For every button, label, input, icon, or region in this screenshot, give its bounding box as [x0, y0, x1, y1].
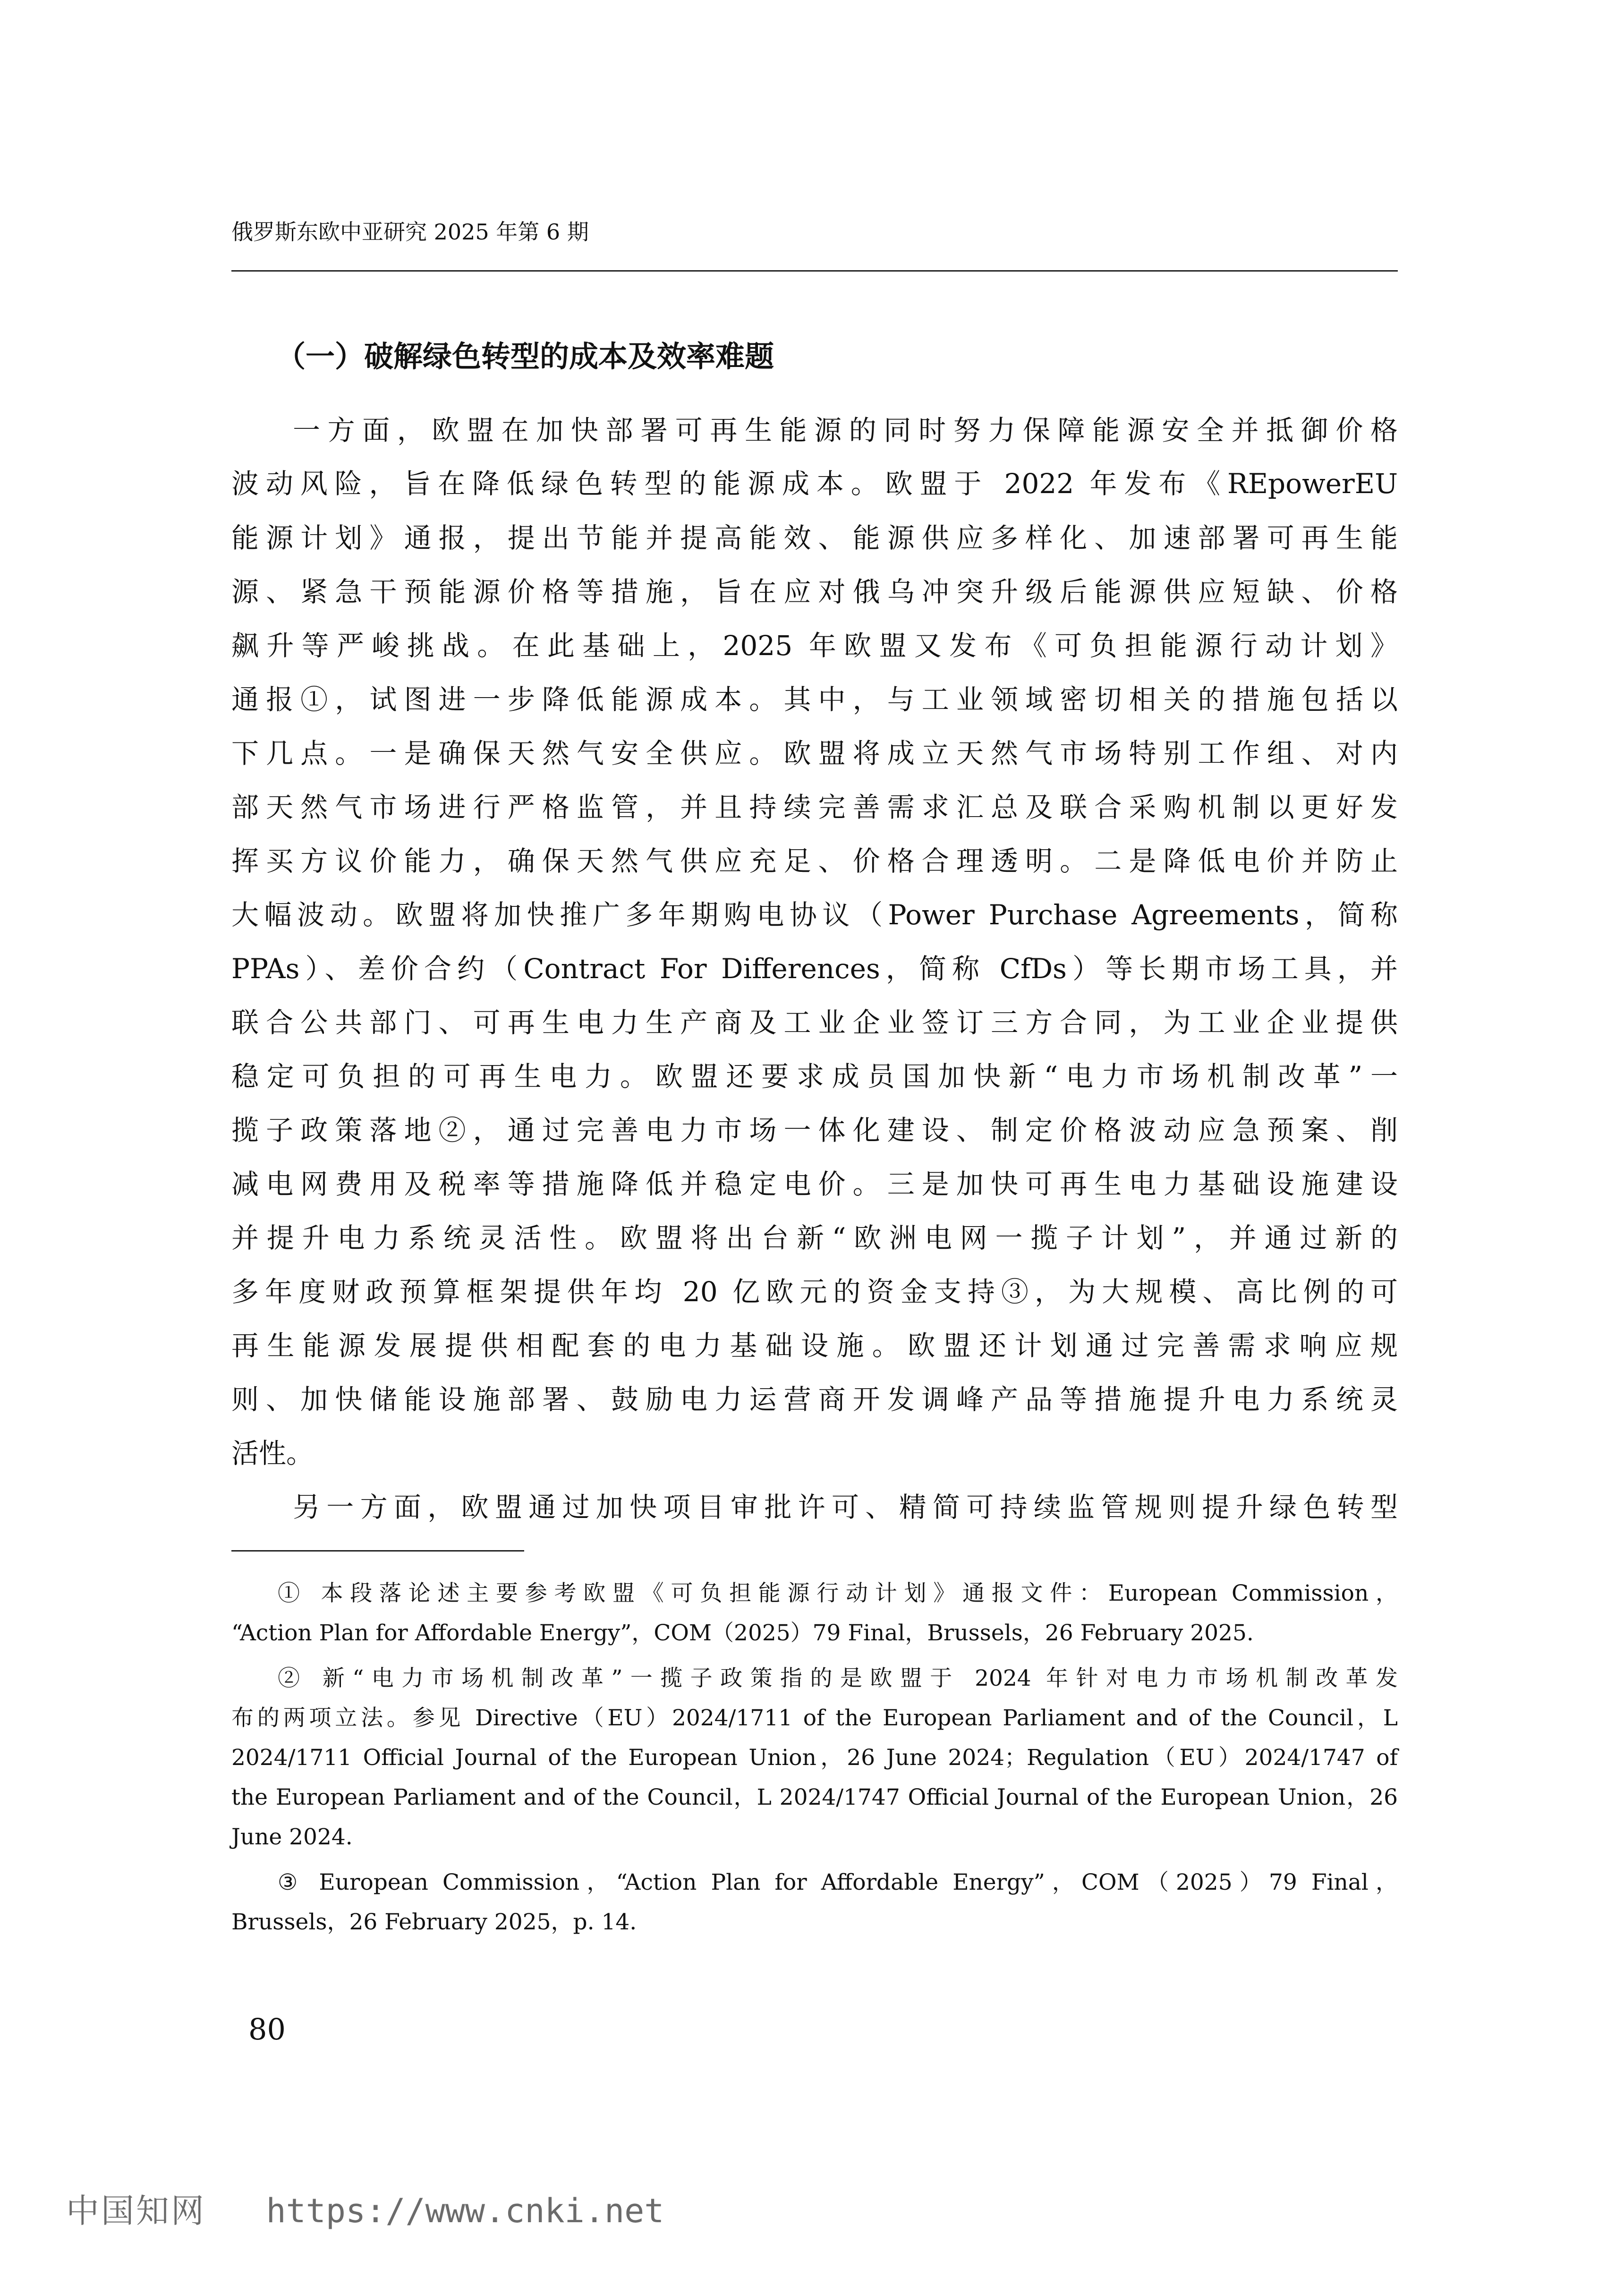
body-line: 活性。 — [231, 1437, 314, 1469]
body-line: 另一方面，欧盟通过加快项目审批许可、精简可持续监管规则提升绿色转型 — [293, 1491, 1398, 1523]
body-line: 稳定可负担的可再生电力。欧盟还要求成员国加快新“电力市场机制改革”一 — [231, 1060, 1398, 1092]
body-line: 部天然气市场进行严格监管，并且持续完善需求汇总及联合采购机制以更好发 — [231, 791, 1398, 823]
watermark-name: 中国知网 — [66, 2192, 206, 2230]
footnote-line: the European Parliament and of the Council，L 2024/1747 Official Journal of the European Union，26 — [231, 1784, 1398, 1810]
footnote-line: Brussels，26 February 2025，p. 14. — [231, 1909, 637, 1935]
body-line: 则、加快储能设施部署、鼓励电力运营商开发调峰产品等措施提升电力系统灵 — [231, 1383, 1398, 1416]
footnote-line: “Action Plan for Affordable Energy”，COM（2025）79 Final，Brussels，26 February 2025. — [231, 1620, 1254, 1646]
body-line: PPAs）、差价合约（Contract For Differences，简称 CfDs）等长期市场工具，并 — [231, 953, 1398, 985]
body-line: 能源计划》通报，提出节能并提高能效、能源供应多样化、加速部署可再生能 — [231, 522, 1398, 554]
footnote-line: ③ European Commission，“Action Plan for Affordable Energy”，COM（2025）79 Final， — [278, 1869, 1398, 1895]
footnote-line: 2024/1711 Official Journal of the European Union，26 June 2024；Regulation（EU）2024/1747 of — [231, 1745, 1398, 1771]
page-number: 80 — [248, 2012, 286, 2047]
body-line: 飙升等严峻挑战。在此基础上，2025 年欧盟又发布《可负担能源行动计划》 — [231, 630, 1398, 662]
body-line: 联合公共部门、可再生电力生产商及工业企业签订三方合同，为工业企业提供 — [231, 1006, 1398, 1039]
body-line: 大幅波动。欧盟将加快推广多年期购电协议（Power Purchase Agreements，简称 — [231, 899, 1398, 931]
body-line: 并提升电力系统灵活性。欧盟将出台新“欧洲电网一揽子计划”，并通过新的 — [231, 1222, 1398, 1254]
body-line: 波动风险，旨在降低绿色转型的能源成本。欧盟于 2022 年发布《REpowerEU — [231, 468, 1398, 500]
footnote-line: 布的两项立法。参见 Directive（EU）2024/1711 of the European Parliament and of the Council，L — [231, 1705, 1398, 1731]
body-line: 通报①，试图进一步降低能源成本。其中，与工业领域密切相关的措施包括以 — [231, 683, 1398, 716]
body-line: 下几点。一是确保天然气安全供应。欧盟将成立天然气市场特别工作组、对内 — [231, 737, 1398, 769]
watermark — [66, 2184, 664, 2232]
body-line: 多年度财政预算框架提供年均 20 亿欧元的资金支持③，为大规模、高比例的可 — [231, 1276, 1398, 1308]
section-heading: （一）破解绿色转型的成本及效率难题 — [276, 339, 774, 374]
body-line: 一方面，欧盟在加快部署可再生能源的同时努力保障能源安全并抵御价格 — [293, 414, 1398, 446]
body-line: 源、紧急干预能源价格等措施，旨在应对俄乌冲突升级后能源供应短缺、价格 — [231, 576, 1398, 608]
header-rule — [231, 270, 1398, 272]
footnote-line: June 2024. — [231, 1824, 353, 1850]
body-line: 挥买方议价能力，确保天然气供应充足、价格合理透明。二是降低电价并防止 — [231, 845, 1398, 877]
watermark-url[interactable]: https://www.cnki.net — [266, 2192, 664, 2230]
body-line: 减电网费用及税率等措施降低并稳定电价。三是加快可再生电力基础设施建设 — [231, 1168, 1398, 1200]
footnote-rule — [231, 1550, 524, 1552]
running-header: 俄罗斯东欧中亚研究 2025 年第 6 期 — [231, 219, 589, 245]
footnote-line: ① 本段落论述主要参考欧盟《可负担能源行动计划》通报文件：European Commission， — [278, 1580, 1398, 1606]
body-line: 揽子政策落地②，通过完善电力市场一体化建设、制定价格波动应急预案、削 — [231, 1114, 1398, 1146]
footnote-line: ② 新“电力市场机制改革”一揽子政策指的是欧盟于 2024 年针对电力市场机制改革发 — [278, 1665, 1398, 1691]
body-line: 再生能源发展提供相配套的电力基础设施。欧盟还计划通过完善需求响应规 — [231, 1330, 1398, 1362]
